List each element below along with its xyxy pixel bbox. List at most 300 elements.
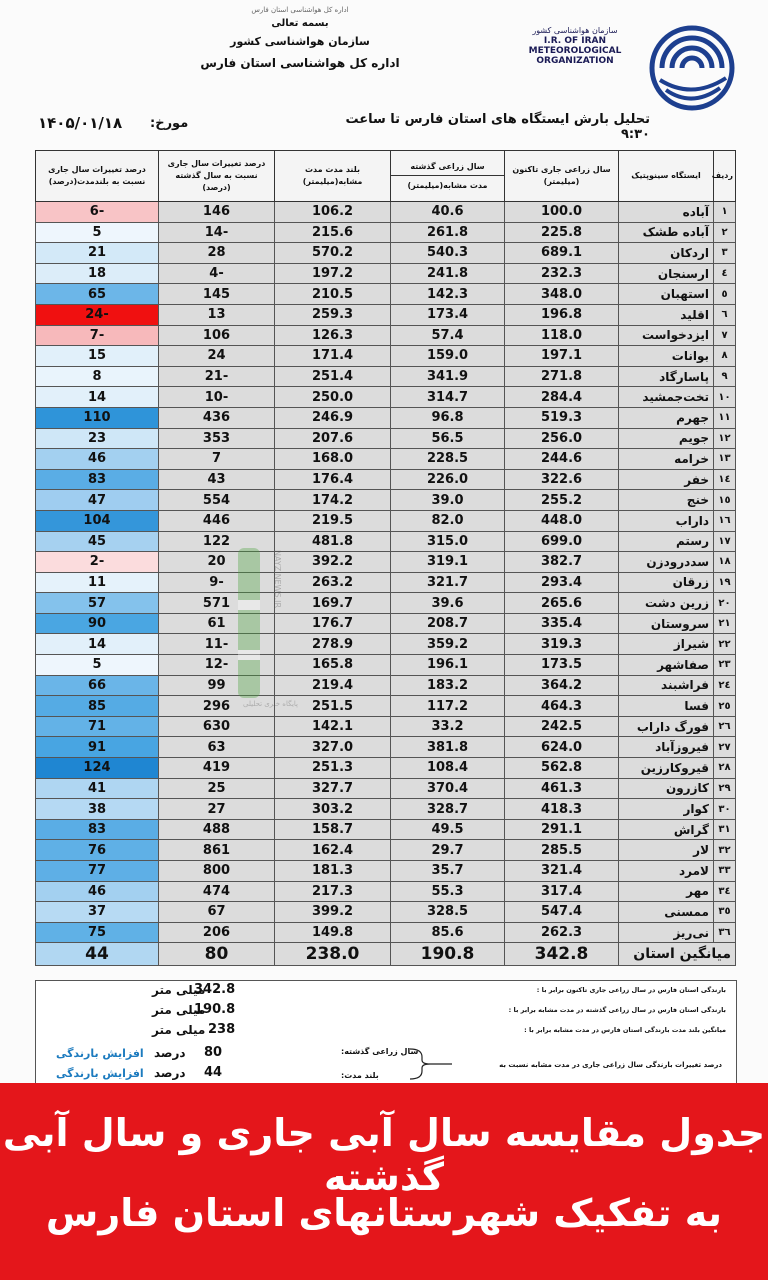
header-previous-year-bottom: مدت مشابه(میلیمتر) [391, 175, 504, 192]
change-vs-long-term: 77 [36, 861, 159, 882]
previous-year-value: 341.9 [391, 366, 505, 387]
change-vs-long-term: 104 [36, 510, 159, 531]
table-row [36, 428, 736, 449]
change-vs-previous: 67 [159, 902, 275, 923]
row-number: ١ [714, 202, 736, 223]
change-vs-long-term: 38 [36, 799, 159, 820]
table-row [36, 696, 736, 717]
summary-row-current [36, 981, 736, 1001]
current-year-value: 244.6 [505, 449, 619, 470]
table-row [36, 922, 736, 943]
station-name: خفر [619, 469, 714, 490]
row-number: ٣٠ [714, 799, 736, 820]
station-name: فورگ داراب [619, 716, 714, 737]
previous-year-value: 117.2 [391, 696, 505, 717]
row-number: ٢٨ [714, 758, 736, 779]
change-vs-previous: -14 [159, 222, 275, 243]
current-year-value: 265.6 [505, 593, 619, 614]
change-vs-long-term: 75 [36, 922, 159, 943]
watermark-tag: پایگاه خبری تحلیلی [243, 700, 298, 708]
previous-year-value: 55.3 [391, 881, 505, 902]
station-name: اقلید [619, 304, 714, 325]
change-vs-previous: 20 [159, 552, 275, 573]
previous-year-value: 208.7 [391, 613, 505, 634]
station-name: گراش [619, 819, 714, 840]
logo-text-en-3: ORGANIZATION [536, 56, 614, 66]
date-value: ۱۴۰۵/۰۱/۱۸ [38, 114, 123, 132]
table-row [36, 366, 736, 387]
station-name: خرامه [619, 449, 714, 470]
previous-year-value: 540.3 [391, 243, 505, 264]
change-vs-long-term: -24 [36, 304, 159, 325]
long-term-value: 251.4 [275, 366, 391, 387]
previous-year-value: 96.8 [391, 407, 505, 428]
station-name: خنج [619, 490, 714, 511]
current-year-value: 255.2 [505, 490, 619, 511]
change-vs-previous: 861 [159, 840, 275, 861]
previous-year-value: 183.2 [391, 675, 505, 696]
change-vs-previous: 474 [159, 881, 275, 902]
previous-year-value: 319.1 [391, 552, 505, 573]
long-term-value: 246.9 [275, 407, 391, 428]
row-number: ٩ [714, 366, 736, 387]
previous-year-value: 40.6 [391, 202, 505, 223]
table-row [36, 325, 736, 346]
change-vs-previous: 28 [159, 243, 275, 264]
row-number: ١٨ [714, 552, 736, 573]
current-year-value: 364.2 [505, 675, 619, 696]
long-term-value: 219.4 [275, 675, 391, 696]
summary-compare-label: درصد تغییرات بارندگی سال زراعی جاری در مدت مشابه نسبت به [499, 1061, 722, 1069]
summary-long-term-value: 238 [208, 1022, 236, 1037]
table-row [36, 819, 736, 840]
current-year-value: 118.0 [505, 325, 619, 346]
letterhead-line-1: بسمه تعالی [271, 18, 329, 29]
row-number: ٢٦ [714, 716, 736, 737]
meteorological-logo-icon [640, 18, 735, 113]
change-vs-previous: 206 [159, 922, 275, 943]
table-row [36, 243, 736, 264]
table-row [36, 778, 736, 799]
current-year-value: 100.0 [505, 202, 619, 223]
long-term-value: 570.2 [275, 243, 391, 264]
station-name: قیروکارزین [619, 758, 714, 779]
change-vs-previous: 446 [159, 510, 275, 531]
change-vs-previous: -10 [159, 387, 275, 408]
letterhead [180, 6, 420, 70]
long-term-value: 399.2 [275, 902, 391, 923]
change-vs-long-term: -7 [36, 325, 159, 346]
row-number: ١٢ [714, 428, 736, 449]
average-label: میانگین استان [619, 943, 736, 966]
previous-year-value: 159.0 [391, 346, 505, 367]
current-year-value: 262.3 [505, 922, 619, 943]
change-vs-previous: 488 [159, 819, 275, 840]
change-vs-long-term: 83 [36, 469, 159, 490]
date-label: مورخ: [150, 116, 189, 131]
station-name: سددرودزن [619, 552, 714, 573]
current-year-value: 293.4 [505, 572, 619, 593]
current-year-value: 448.0 [505, 510, 619, 531]
previous-year-value: 241.8 [391, 263, 505, 284]
header-change-vs-previous: درصد تغییرات سال جاری نسبت به سال گذشته (درصد) [159, 151, 275, 202]
long-term-value: 197.2 [275, 263, 391, 284]
table-header-row [36, 151, 736, 202]
long-term-value: 219.5 [275, 510, 391, 531]
average-change-vs-previous: 80 [159, 943, 275, 966]
change-vs-long-term: 41 [36, 778, 159, 799]
current-year-value: 464.3 [505, 696, 619, 717]
station-name: لار [619, 840, 714, 861]
current-year-value: 689.1 [505, 243, 619, 264]
compare-long-term-unit: درصد [154, 1066, 186, 1080]
change-vs-long-term: 46 [36, 449, 159, 470]
station-name: فسا [619, 696, 714, 717]
table-row [36, 799, 736, 820]
nayzi-logo-icon [230, 540, 300, 740]
table-row [36, 469, 736, 490]
current-year-value: 461.3 [505, 778, 619, 799]
compare-previous-value: 80 [204, 1045, 223, 1060]
change-vs-long-term: 45 [36, 531, 159, 552]
station-name: کوار [619, 799, 714, 820]
table-row [36, 634, 736, 655]
long-term-value: 171.4 [275, 346, 391, 367]
station-name: آباده [619, 202, 714, 223]
change-vs-previous: 800 [159, 861, 275, 882]
long-term-value: 481.8 [275, 531, 391, 552]
station-name: پاسارگاد [619, 366, 714, 387]
row-number: ١١ [714, 407, 736, 428]
station-name: داراب [619, 510, 714, 531]
row-number: ٢٢ [714, 634, 736, 655]
headline-line-2: به تفکیک شهرستانهای استان فارس [45, 1191, 723, 1235]
row-number: ٣٥ [714, 902, 736, 923]
average-change-vs-long-term: 44 [36, 943, 159, 966]
previous-year-value: 228.5 [391, 449, 505, 470]
previous-year-value: 315.0 [391, 531, 505, 552]
table-row [36, 861, 736, 882]
logo-text-fa: سازمان هواشناسی کشور [532, 26, 618, 35]
change-vs-long-term: 110 [36, 407, 159, 428]
row-number: ٣٦ [714, 922, 736, 943]
previous-year-value: 33.2 [391, 716, 505, 737]
station-name: بوانات [619, 346, 714, 367]
table-row [36, 387, 736, 408]
change-vs-long-term: 11 [36, 572, 159, 593]
table-row [36, 675, 736, 696]
change-vs-previous: 436 [159, 407, 275, 428]
long-term-value: 149.8 [275, 922, 391, 943]
station-name: استهبان [619, 284, 714, 305]
change-vs-long-term: 124 [36, 758, 159, 779]
change-vs-previous: 106 [159, 325, 275, 346]
change-vs-previous: 571 [159, 593, 275, 614]
table-row [36, 449, 736, 470]
letterhead-line-2: سازمان هواشناسی کشور [230, 35, 370, 48]
compare-long-term-value: 44 [204, 1065, 223, 1080]
row-number: ٦ [714, 304, 736, 325]
previous-year-value: 359.2 [391, 634, 505, 655]
table-row [36, 552, 736, 573]
station-name: کازرون [619, 778, 714, 799]
change-vs-long-term: 37 [36, 902, 159, 923]
table-row [36, 593, 736, 614]
long-term-value: 251.5 [275, 696, 391, 717]
long-term-value: 263.2 [275, 572, 391, 593]
change-vs-previous: 43 [159, 469, 275, 490]
long-term-value: 251.3 [275, 758, 391, 779]
previous-year-value: 49.5 [391, 819, 505, 840]
table-row [36, 531, 736, 552]
station-name: شیراز [619, 634, 714, 655]
change-vs-previous: 63 [159, 737, 275, 758]
previous-year-value: 35.7 [391, 861, 505, 882]
table-row [36, 510, 736, 531]
compare-previous-label: سال زراعی گذشته: [341, 1047, 419, 1056]
long-term-value: 158.7 [275, 819, 391, 840]
current-year-value: 284.4 [505, 387, 619, 408]
table-row-average [36, 943, 736, 966]
headline-line-1: جدول مقایسه سال آبی جاری و سال آبی گذشته [2, 1111, 766, 1199]
change-vs-previous: 145 [159, 284, 275, 305]
long-term-value: 215.6 [275, 222, 391, 243]
row-number: ١٥ [714, 490, 736, 511]
change-vs-previous: 27 [159, 799, 275, 820]
table-row [36, 881, 736, 902]
summary-current-label: بارندگی استان فارس در سال زراعی جاری تاکنون برابر با : [536, 986, 726, 994]
row-number: ١٤ [714, 469, 736, 490]
current-year-value: 196.8 [505, 304, 619, 325]
table-row [36, 572, 736, 593]
previous-year-value: 226.0 [391, 469, 505, 490]
previous-year-value: 370.4 [391, 778, 505, 799]
long-term-value: 392.2 [275, 552, 391, 573]
previous-year-value: 56.5 [391, 428, 505, 449]
table-row [36, 202, 736, 223]
row-number: ٣٤ [714, 881, 736, 902]
change-vs-previous: 554 [159, 490, 275, 511]
compare-long-term-label: بلند مدت: [341, 1071, 379, 1080]
long-term-value: 126.3 [275, 325, 391, 346]
change-vs-long-term: 18 [36, 263, 159, 284]
report-title: تحلیل بارش ایستگاه های استان فارس تا ساعت ۹:۳۰ [345, 112, 650, 142]
news-watermark [230, 540, 300, 740]
letterhead-note: اداره کل هواشناسی استان فارس [251, 6, 349, 14]
current-year-value: 225.8 [505, 222, 619, 243]
change-vs-previous: -12 [159, 655, 275, 676]
row-number: ٧ [714, 325, 736, 346]
current-year-value: 232.3 [505, 263, 619, 284]
current-year-value: 418.3 [505, 799, 619, 820]
station-name: فراشبند [619, 675, 714, 696]
change-vs-long-term: 57 [36, 593, 159, 614]
change-vs-long-term: -6 [36, 202, 159, 223]
row-number: ١٦ [714, 510, 736, 531]
header-long-term: بلند مدت مدت مشابه(میلیمتر) [275, 151, 391, 202]
change-vs-long-term: 5 [36, 655, 159, 676]
change-vs-previous: 7 [159, 449, 275, 470]
previous-year-value: 82.0 [391, 510, 505, 531]
current-year-value: 321.4 [505, 861, 619, 882]
station-name: لامرد [619, 861, 714, 882]
table-row [36, 737, 736, 758]
summary-current-value: 342.8 [194, 982, 236, 997]
long-term-value: 250.0 [275, 387, 391, 408]
table-row [36, 346, 736, 367]
previous-year-value: 85.6 [391, 922, 505, 943]
current-year-value: 624.0 [505, 737, 619, 758]
change-vs-long-term: 76 [36, 840, 159, 861]
previous-year-value: 39.0 [391, 490, 505, 511]
previous-year-value: 314.7 [391, 387, 505, 408]
table-row [36, 490, 736, 511]
table-row [36, 222, 736, 243]
row-number: ٢٠ [714, 593, 736, 614]
previous-year-value: 328.5 [391, 902, 505, 923]
row-number: ٢١ [714, 613, 736, 634]
long-term-value: 176.4 [275, 469, 391, 490]
change-vs-long-term: 91 [36, 737, 159, 758]
change-vs-previous: 146 [159, 202, 275, 223]
table-row [36, 304, 736, 325]
table-row [36, 758, 736, 779]
change-vs-long-term: 83 [36, 819, 159, 840]
table-row [36, 655, 736, 676]
change-vs-previous: 296 [159, 696, 275, 717]
compare-long-term-status: افزایش بارندگی [56, 1067, 144, 1080]
station-name: تخت‌جمشید [619, 387, 714, 408]
change-vs-long-term: 15 [36, 346, 159, 367]
change-vs-previous: -9 [159, 572, 275, 593]
current-year-value: 348.0 [505, 284, 619, 305]
current-year-value: 322.6 [505, 469, 619, 490]
long-term-value: 327.7 [275, 778, 391, 799]
summary-previous-value: 190.8 [194, 1002, 236, 1017]
current-year-value: 317.4 [505, 881, 619, 902]
change-vs-long-term: 90 [36, 613, 159, 634]
row-number: ٢٣ [714, 655, 736, 676]
headline-banner [0, 1083, 768, 1280]
logo-text-en-2: METEOROLOGICAL [528, 46, 622, 56]
change-vs-previous: 24 [159, 346, 275, 367]
previous-year-value: 173.4 [391, 304, 505, 325]
long-term-value: 174.2 [275, 490, 391, 511]
row-number: ٢ [714, 222, 736, 243]
change-vs-previous: -4 [159, 263, 275, 284]
table-row [36, 840, 736, 861]
long-term-value: 217.3 [275, 881, 391, 902]
long-term-value: 259.3 [275, 304, 391, 325]
current-year-value: 256.0 [505, 428, 619, 449]
letterhead-line-3: اداره کل هواشناسی استان فارس [200, 56, 400, 70]
change-vs-previous: 61 [159, 613, 275, 634]
station-name: ارسنجان [619, 263, 714, 284]
long-term-value: 278.9 [275, 634, 391, 655]
average-current: 342.8 [505, 943, 619, 966]
station-name: نی‌ریز [619, 922, 714, 943]
current-year-value: 197.1 [505, 346, 619, 367]
long-term-value: 162.4 [275, 840, 391, 861]
previous-year-value: 57.4 [391, 325, 505, 346]
current-year-value: 699.0 [505, 531, 619, 552]
table-row [36, 284, 736, 305]
change-vs-long-term: 21 [36, 243, 159, 264]
table-row [36, 263, 736, 284]
row-number: ١٣ [714, 449, 736, 470]
summary-row-long-term [36, 1021, 736, 1041]
change-vs-previous: -11 [159, 634, 275, 655]
row-number: ١٩ [714, 572, 736, 593]
row-number: ٣٢ [714, 840, 736, 861]
current-year-value: 285.5 [505, 840, 619, 861]
change-vs-previous: 122 [159, 531, 275, 552]
change-vs-long-term: 5 [36, 222, 159, 243]
station-name: زرین دشت [619, 593, 714, 614]
header-station: ایستگاه سینوپتیک [619, 151, 714, 202]
long-term-value: 303.2 [275, 799, 391, 820]
summary-long-term-label: میانگین بلند مدت بارندگی استان فارس در مدت مشابه برابر با : [524, 1026, 726, 1034]
current-year-value: 242.5 [505, 716, 619, 737]
logo-text-en-1: I.R. OF IRAN [543, 36, 607, 46]
precipitation-table [35, 150, 736, 966]
row-number: ٣ [714, 243, 736, 264]
previous-year-value: 29.7 [391, 840, 505, 861]
summary-long-term-unit: میلی متر [152, 1023, 206, 1037]
station-name: فیروزآباد [619, 737, 714, 758]
station-name: آباده طشک [619, 222, 714, 243]
long-term-value: 142.1 [275, 716, 391, 737]
compare-previous-unit: درصد [154, 1046, 186, 1060]
change-vs-previous: 353 [159, 428, 275, 449]
average-long-term: 238.0 [275, 943, 391, 966]
row-number: ٢٩ [714, 778, 736, 799]
current-year-value: 335.4 [505, 613, 619, 634]
station-name: جویم [619, 428, 714, 449]
table-body [36, 202, 736, 966]
station-name: جهرم [619, 407, 714, 428]
long-term-value: 207.6 [275, 428, 391, 449]
summary-previous-label: بارندگی استان فارس در سال زراعی گذشته در مدت مشابه برابر با : [508, 1006, 726, 1014]
current-year-value: 382.7 [505, 552, 619, 573]
previous-year-value: 108.4 [391, 758, 505, 779]
row-number: ٢٤ [714, 675, 736, 696]
station-name: سروستان [619, 613, 714, 634]
current-year-value: 562.8 [505, 758, 619, 779]
change-vs-long-term: 14 [36, 634, 159, 655]
change-vs-previous: -21 [159, 366, 275, 387]
long-term-value: 181.3 [275, 861, 391, 882]
average-previous: 190.8 [391, 943, 505, 966]
current-year-value: 271.8 [505, 366, 619, 387]
change-vs-long-term: 46 [36, 881, 159, 902]
change-vs-long-term: 23 [36, 428, 159, 449]
previous-year-value: 261.8 [391, 222, 505, 243]
station-name: ممسنی [619, 902, 714, 923]
change-vs-previous: 13 [159, 304, 275, 325]
change-vs-long-term: -2 [36, 552, 159, 573]
table-row [36, 613, 736, 634]
row-number: ٤ [714, 263, 736, 284]
row-number: ٢٥ [714, 696, 736, 717]
header-current-year: سال زراعی جاری تاکنون (میلیمتر) [505, 151, 619, 202]
header-previous-year-top: سال زراعی گذشته [410, 161, 485, 171]
change-vs-previous: 99 [159, 675, 275, 696]
watermark-brand: NAYZINEWS.IR [273, 550, 282, 609]
table-row [36, 716, 736, 737]
row-number: ٥ [714, 284, 736, 305]
change-vs-long-term: 47 [36, 490, 159, 511]
